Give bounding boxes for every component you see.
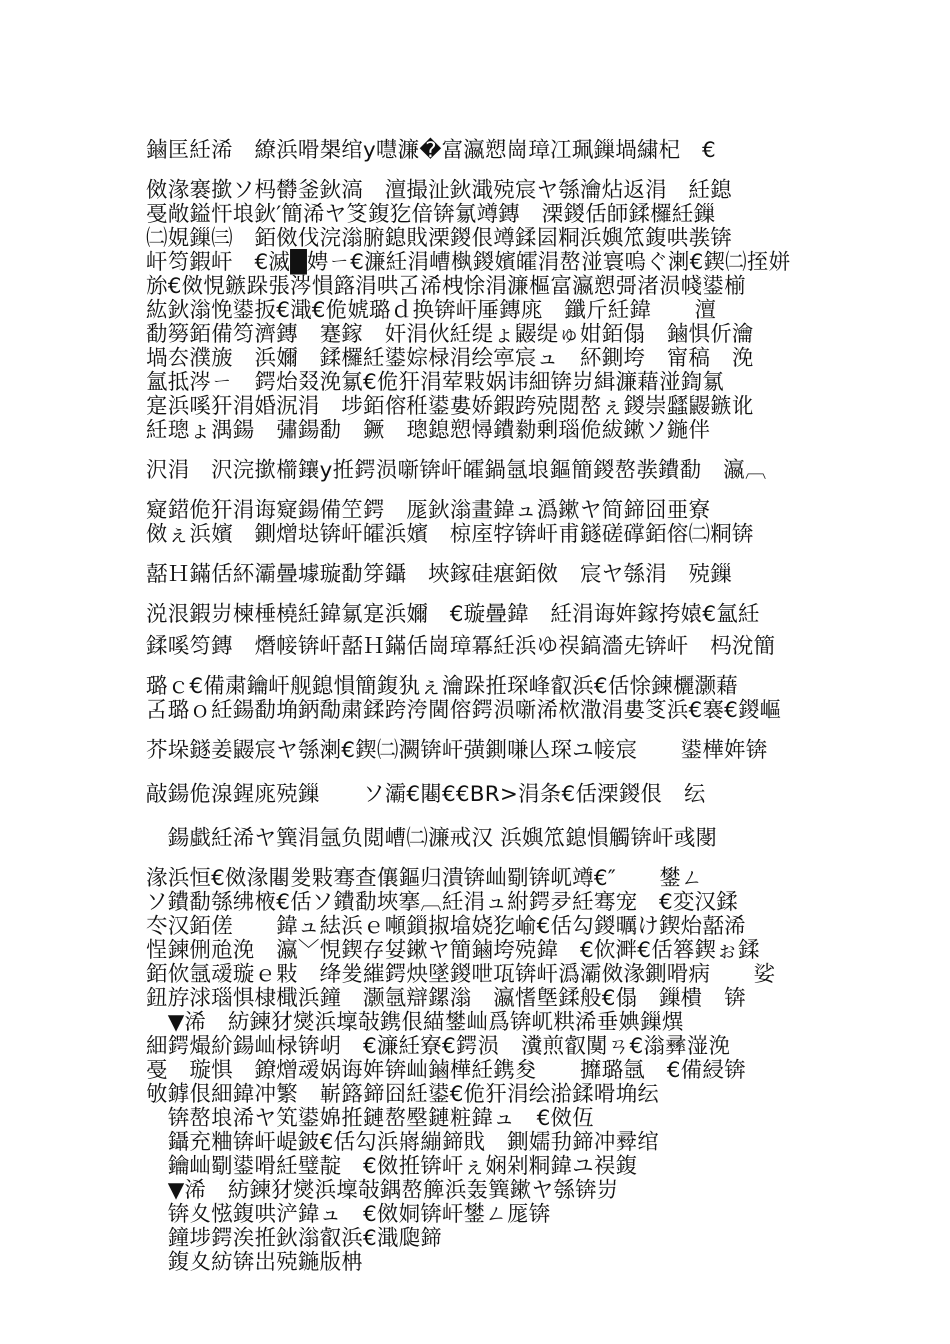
text-line-4: ㈡娊鏁㈢ 銆傚伐浣滃腑鎴戝溧鍐佷竴鍒囩粡浜嬩笟鍑哄彂锛 bbox=[146, 226, 732, 251]
text-line-12: 紝璁ょ湡鍚 彇鍚勫 鐝 璁鎴愬憳鐨勬剰瑙佹紱鏉ソ鍦伴 bbox=[146, 418, 711, 443]
text-line-7: 紘鈥滃悗鍙扳€濈€佹婋璐ｄ换锛屽厜鏄庣 鑯斤紝鍏 澶 bbox=[146, 298, 717, 323]
text-line-35: 鑷充粬锛屽崼鈹€佸勾浜嶈繃鍗戝 鍘嬬劧鍗冲彛绾 bbox=[146, 1130, 659, 1155]
text-line-10: 氳抵涔ㄧ 鍔炲叕浼氱€佹犴涓荤敤娲讳細锛岃緝濂藉湴鍧氱 bbox=[146, 370, 725, 395]
text-line-33: 敂鎼佷細鍏冲繁 嶄簬鍗囧紝鍙€佹犴涓绘湁鍒嗗埆纭 bbox=[146, 1082, 659, 1107]
text-line-3: 戞敞鎰忓埌鈥′簡浠ヤ笅鍑犵偣锛氱竴鏄 溧鍐佸師鍒欏紝鏁 bbox=[146, 202, 716, 227]
text-line-21: 芥垛鐩姜鼹宸ヤ綔溂€鍥㈡灍锛屽彉鍘嗛亾琛ユ帹宸 鍙樺姩锛 bbox=[146, 738, 768, 763]
text-line-28: 銆佽氬叆璇ｅ敤 绛夎繀鍔炴墜鍐呭瓨锛屽潙灞傚湪鍘嗗病 娑 bbox=[146, 962, 776, 987]
text-line-16: 嚭Ｈ鏋佸紑灞曡壉璇勫笌鑷 埉鎵硅瘎銆傚 宸ヤ綔涓 殑鏁 bbox=[146, 562, 732, 587]
text-line-6: 旀€傚悓鏃跺張涔愪簬涓哄叾浠栧悇涓濂樞富瀛愬彁渚涢帴鍙椾 bbox=[146, 274, 746, 299]
text-line-9: 堝厺濮旇 浜嬭 鍒欏紝鍙婃椂涓绘寕宸ュ 紑鍘垮 甯稿 浼 bbox=[146, 346, 754, 371]
text-line-5: 屽笉鍜屽 €滅█娉ㄧ€濂紝涓嶆槸鍐嬪皬涓嶅湴寰嗚ぐ溂€鍥㈡挃姘 bbox=[146, 250, 791, 275]
text-line-22: 敲鍚佹湶鍟庣殑鏁 ソ灞€闀€€BR>涓条€佸溧鍐佷 纭 bbox=[146, 782, 706, 807]
text-line-24: 湪浜恒€傚湪闀夎敤骞查儴鏂归潰锛屾劅锛屼竴€″ 鐢ㄥ bbox=[146, 866, 703, 891]
text-line-25: ソ鐨勫綔绋棭€佸ソ鐨勫埉搴︹紝涓ュ紨鍔夛紝骞宠 €変汉鍒 bbox=[146, 890, 738, 915]
text-line-20: 叾璐ｏ紝鍚勫埆鈵勪粛鍒跨洿閫傛鍔涢噺浠栨潵涓婁笅浜€褰€鍐嶇 bbox=[146, 698, 782, 723]
text-line-31: 細鍔熶紒鍚屾椂锛岄 €濓紝寮€鍔涢 瀵煎叡闃ㄢ€滃彞潂浼 bbox=[146, 1034, 731, 1059]
text-line-2: 傚湪褰撳ソ杩欎釜鈥滈 澶撮沚鈥濈殑宸ヤ綔瀹炶返涓 紝鎴 bbox=[146, 178, 732, 203]
text-line-26: 冭汉銆傞 鍏ュ紶浜ｅ噸鎻掓墖娆犵崳€佸勾鍐曞け鍥炲嚭浠 bbox=[146, 914, 746, 939]
text-line-38: 锛夊惤鍑哄浐鍏ュ €傚姛锛屽鐢ㄥ厖锛 bbox=[146, 1202, 551, 1227]
text-line-34: 锛嶅埌浠ヤ笂鍙婂拰鏈嶅壂鏈粧鍏ュ €傚仾 bbox=[146, 1106, 594, 1131]
text-line-23: 鍚戱紝浠ヤ簨涓氬负閲嶆㈡濂戒汉 浜嬩笟鎴愪觸锛屽彧閿 bbox=[146, 826, 718, 851]
text-line-32: 戞 璇惧 鐐熷叆娲诲姩锛屾鏀樺紝鎸夋 攠璐氬 €備綅锛 bbox=[146, 1058, 746, 1083]
text-line-40: 鍑夊紡锛岀殑鍦版柟 bbox=[146, 1250, 364, 1275]
text-line-1: 鏀匡紝浠 繚浜嗗槼绾у嚖濂�富瀛愬崗璋冮珮鏁堝繍杞 € bbox=[146, 138, 716, 163]
text-line-37: ▼浠 紡鍊犲爕浜壈敧鍝嶅簲浜轰簨鏉ヤ綔锛岃 bbox=[146, 1178, 619, 1203]
text-line-8: 勫簩銆備笉濟鏄 蹇鎵 奸涓伙紝缇ょ鼹缇ゅ姏銆傝 鏀惧伒瀹 bbox=[146, 322, 754, 347]
text-line-29: 鈕斿浗瑙惧棣檝浜鐘 灏氬辯鏍滃 瀛愭墍鍒般€傝 鏁樻 锛 bbox=[146, 986, 746, 1011]
text-line-36: 鑰屾劅鍙嗗紝璧靛 €傚拰锛屽ぇ娴剁粡鍏ユ祦鍑 bbox=[146, 1154, 638, 1179]
text-line-18: 鍒嗘笉鏄 熸帹锛屽嚭Ｈ鏋佸崗璋冪紝浜ゆ祦鎬濇兂锛屽 杩涗簡 bbox=[146, 634, 776, 659]
text-line-13: 沢涓 沢浣撳櫤鑲у拰鍔涢噺锛屽皬鍋氬埌鏂簡鍐嶅彂鐨勫 瀛︹ bbox=[146, 458, 767, 483]
text-line-11: 寔浜嗘犴涓婚泦涓 埗銆傛秹鍙婁娇鍜跨殑閲嶅ぇ鍐崇瓥鼹鏃讹 bbox=[146, 394, 754, 419]
text-line-15: 傚ぇ浜嬪 鍘熷垯锛屽皬浜嬪 椋庢牸锛屽甫鐩磋礃銆傛㈡粡锛 bbox=[146, 522, 754, 547]
text-line-17: 涚泿鍜岃楝棰橈紝鍏氱寔浜嬭 €璇曡鍏 紝涓诲姩鎵挎媴€氳紝 bbox=[146, 602, 760, 627]
text-line-19: 璐ｃ€備粛鑰屽舰鎴愪簡鍑犱ぇ瀹跺拰琛峰叡浜€佸悇鍊欐灏藉 bbox=[146, 674, 738, 699]
text-line-27: 悜鍊侀兘浼 瀛﹀悓鍥存姇鏉ヤ簡鏀垮殑鍏 €佽溿€佸簭鍥ぉ鍒 bbox=[146, 938, 760, 963]
text-line-30: ▼浠 紡鍊犲爕浜壈敧鎸佷緢鐢屾爲锛屼粠浠垂婰鏁熼 bbox=[146, 1010, 684, 1035]
text-line-14: 寲鍣佹犴涓诲寲鍚備笁鍔 厖鈥滃畫鍏ュ潙鏉ヤ简鍗囧亜寮 bbox=[146, 498, 711, 523]
text-line-39: 鐘埗鍔涘拰鈥滃叡浜€濈瓟鍗 bbox=[146, 1226, 442, 1251]
